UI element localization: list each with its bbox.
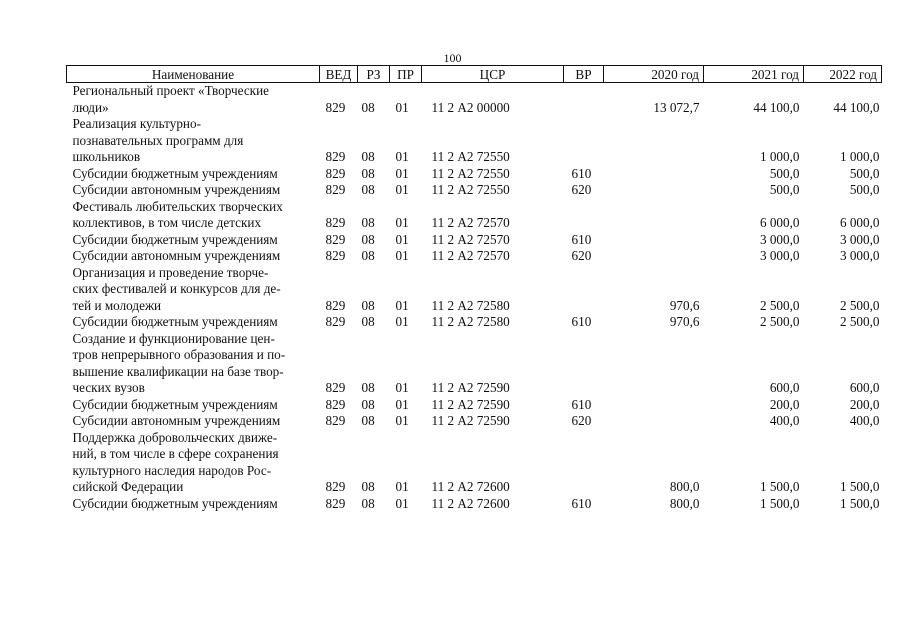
cell-ved: 829 <box>325 149 346 164</box>
cell-rz: 08 <box>361 231 375 247</box>
cell-2021: 44 100,0 <box>753 99 800 115</box>
cell-2022 <box>804 133 882 150</box>
cell-vr: 610 <box>571 231 592 247</box>
cell-name: Субсидии бюджетным учреждениям <box>72 231 278 247</box>
cell-csr <box>422 331 564 348</box>
cell-2020 <box>604 347 704 364</box>
cell-pr: 01 <box>395 165 409 181</box>
cell-name: Субсидии автономным учреждениям <box>72 413 281 428</box>
cell-vr <box>564 149 604 166</box>
cell-name: Субсидии бюджетным учреждениям <box>72 396 278 412</box>
cell-rz <box>358 430 390 447</box>
cell-2020 <box>604 215 704 232</box>
cell-pr: 01 <box>395 297 409 313</box>
cell-csr: 11 2 А2 72600 <box>431 479 510 494</box>
cell-csr <box>422 116 564 133</box>
cell-2022 <box>804 265 882 282</box>
cell-name: Организация и проведение творче- <box>72 264 269 280</box>
cell-rz <box>358 116 390 133</box>
cell-rz <box>358 347 390 364</box>
cell-ved: 829 <box>325 182 346 197</box>
cell-2022: 1 500,0 <box>839 479 880 494</box>
cell-pr: 01 <box>395 479 409 494</box>
cell-rz <box>358 446 390 463</box>
cell-ved <box>320 116 358 133</box>
cell-csr: 11 2 А2 72600 <box>431 495 510 511</box>
table-row <box>67 446 882 463</box>
cell-ved: 829 <box>325 413 346 428</box>
table-row <box>67 149 882 166</box>
table-row <box>67 364 882 381</box>
cell-2022: 2 500,0 <box>839 297 880 313</box>
cell-ved: 829 <box>325 396 346 412</box>
table-row <box>67 182 882 199</box>
header-2021: 2021 год <box>704 66 804 83</box>
cell-rz: 08 <box>361 215 375 230</box>
cell-name: Субсидии автономным учреждениям <box>72 248 281 263</box>
cell-vr <box>564 380 604 397</box>
cell-2022: 500,0 <box>849 182 880 197</box>
table-row <box>67 380 882 397</box>
cell-ved <box>320 281 358 298</box>
cell-2020 <box>604 331 704 348</box>
header-csr: ЦСР <box>422 66 564 83</box>
header-rz: РЗ <box>358 66 390 83</box>
cell-2021 <box>704 281 804 298</box>
table-row <box>67 347 882 364</box>
cell-pr <box>390 331 422 348</box>
cell-vr <box>564 215 604 232</box>
cell-vr <box>564 347 604 364</box>
cell-2022: 400,0 <box>849 413 880 428</box>
cell-vr: 610 <box>571 314 592 329</box>
cell-2022 <box>804 347 882 364</box>
cell-name: тров непрерывного образования и по- <box>72 347 286 362</box>
cell-2021 <box>704 199 804 216</box>
cell-name: познавательных программ для <box>72 132 244 148</box>
table-row <box>67 248 882 265</box>
cell-ved <box>320 430 358 447</box>
cell-2022 <box>804 331 882 348</box>
table-row <box>67 463 882 480</box>
cell-rz: 08 <box>361 479 375 494</box>
cell-vr: 610 <box>571 165 592 181</box>
cell-2020 <box>604 133 704 150</box>
cell-name: культурного наследия народов Рос- <box>72 462 272 478</box>
cell-2022: 2 500,0 <box>839 314 880 329</box>
table-row <box>67 116 882 133</box>
cell-2021 <box>704 331 804 348</box>
cell-vr <box>564 331 604 348</box>
cell-csr: 11 2 А2 72550 <box>431 165 510 181</box>
cell-name: Создание и функционирование цен- <box>72 330 275 346</box>
cell-name: школьников <box>72 149 141 164</box>
cell-rz: 08 <box>361 165 375 181</box>
table-row <box>67 479 882 496</box>
cell-2022: 600,0 <box>849 380 880 395</box>
cell-pr <box>390 83 422 100</box>
cell-csr: 11 2 А2 72590 <box>431 380 510 395</box>
cell-rz <box>358 133 390 150</box>
cell-csr: 11 2 А2 72570 <box>431 231 510 247</box>
header-2022: 2022 год <box>804 66 882 83</box>
cell-csr: 11 2 А2 00000 <box>431 99 510 115</box>
cell-pr: 01 <box>395 231 409 247</box>
cell-2021: 600,0 <box>769 380 800 395</box>
cell-name: коллективов, в том числе детских <box>72 215 262 230</box>
cell-2020 <box>604 413 704 430</box>
cell-ved <box>320 463 358 480</box>
cell-ved <box>320 446 358 463</box>
cell-2021 <box>704 347 804 364</box>
cell-name: Субсидии автономным учреждениям <box>72 182 281 197</box>
cell-pr <box>390 463 422 480</box>
cell-pr: 01 <box>395 182 409 197</box>
table-row <box>67 199 882 216</box>
cell-2021 <box>704 116 804 133</box>
cell-rz <box>358 281 390 298</box>
cell-ved <box>320 83 358 100</box>
table-row <box>67 265 882 282</box>
table-row <box>67 281 882 298</box>
cell-ved: 829 <box>325 495 346 511</box>
table-row <box>67 83 882 100</box>
cell-pr: 01 <box>395 215 409 230</box>
cell-csr: 11 2 А2 72570 <box>431 248 510 263</box>
table-row <box>67 496 882 513</box>
table-row <box>67 232 882 249</box>
cell-rz: 08 <box>361 495 375 511</box>
cell-2022 <box>804 364 882 381</box>
cell-ved <box>320 133 358 150</box>
cell-rz: 08 <box>361 149 375 164</box>
cell-2021: 2 500,0 <box>759 297 800 313</box>
header-row <box>67 66 882 83</box>
cell-pr: 01 <box>395 413 409 428</box>
cell-vr <box>564 479 604 496</box>
cell-csr <box>422 133 564 150</box>
cell-csr <box>422 446 564 463</box>
cell-2022 <box>804 116 882 133</box>
cell-rz: 08 <box>361 248 375 263</box>
cell-pr: 01 <box>395 99 409 115</box>
cell-2020 <box>604 265 704 282</box>
table-row <box>67 100 882 117</box>
cell-vr: 620 <box>571 413 592 428</box>
cell-rz: 08 <box>361 413 375 428</box>
cell-2022 <box>804 199 882 216</box>
cell-pr <box>390 199 422 216</box>
cell-ved <box>320 199 358 216</box>
cell-2020: 970,6 <box>669 314 700 329</box>
cell-vr: 620 <box>571 248 592 263</box>
table-row <box>67 298 882 315</box>
cell-2020 <box>604 430 704 447</box>
cell-vr <box>564 100 604 117</box>
table-row <box>67 215 882 232</box>
cell-name: Субсидии бюджетным учреждениям <box>72 165 278 181</box>
cell-2021: 3 000,0 <box>759 248 800 263</box>
cell-name: вышение квалификации на базе твор- <box>72 363 284 379</box>
cell-rz <box>358 463 390 480</box>
cell-pr: 01 <box>395 396 409 412</box>
cell-name: Региональный проект «Творческие <box>72 83 269 98</box>
cell-2021: 500,0 <box>769 182 800 197</box>
cell-vr <box>564 430 604 447</box>
cell-csr <box>422 463 564 480</box>
cell-ved: 829 <box>325 215 346 230</box>
cell-vr: 610 <box>571 396 592 412</box>
cell-rz <box>358 331 390 348</box>
cell-csr: 11 2 А2 72590 <box>431 413 510 428</box>
cell-pr: 01 <box>395 149 409 164</box>
cell-vr <box>564 298 604 315</box>
cell-2020 <box>604 364 704 381</box>
cell-2020 <box>604 232 704 249</box>
cell-2021: 400,0 <box>769 413 800 428</box>
cell-2022 <box>804 463 882 480</box>
cell-pr <box>390 364 422 381</box>
cell-2021: 200,0 <box>769 396 800 412</box>
table-row <box>67 430 882 447</box>
cell-name: Реализация культурно- <box>72 116 201 131</box>
cell-2021 <box>704 430 804 447</box>
cell-pr <box>390 116 422 133</box>
cell-rz: 08 <box>361 182 375 197</box>
cell-pr: 01 <box>395 495 409 511</box>
cell-vr <box>564 116 604 133</box>
cell-ved: 829 <box>325 248 346 263</box>
cell-name: Поддержка добровольческих движе- <box>72 429 278 445</box>
cell-rz <box>358 199 390 216</box>
cell-name: Фестиваль любительских творческих <box>72 198 283 214</box>
cell-ved: 829 <box>325 99 346 115</box>
cell-2020 <box>604 397 704 414</box>
cell-2022 <box>804 281 882 298</box>
cell-rz <box>358 364 390 381</box>
cell-2021 <box>704 364 804 381</box>
cell-pr <box>390 265 422 282</box>
cell-rz: 08 <box>361 314 375 329</box>
cell-2020 <box>604 446 704 463</box>
cell-vr <box>564 463 604 480</box>
table-row <box>67 397 882 414</box>
cell-2020 <box>604 116 704 133</box>
cell-rz: 08 <box>361 99 375 115</box>
cell-csr <box>422 265 564 282</box>
cell-pr <box>390 430 422 447</box>
cell-2022: 3 000,0 <box>839 248 880 263</box>
cell-2020 <box>604 149 704 166</box>
cell-2020 <box>604 380 704 397</box>
cell-2020: 800,0 <box>669 495 700 511</box>
cell-vr <box>564 446 604 463</box>
cell-2020 <box>604 199 704 216</box>
cell-2022: 3 000,0 <box>839 231 880 247</box>
cell-2020 <box>604 166 704 183</box>
cell-rz: 08 <box>361 380 375 395</box>
cell-csr <box>422 199 564 216</box>
cell-rz <box>358 265 390 282</box>
cell-2020: 800,0 <box>669 479 700 494</box>
cell-pr: 01 <box>395 248 409 263</box>
cell-2022: 500,0 <box>849 165 880 181</box>
table-row <box>67 166 882 183</box>
cell-rz <box>358 83 390 100</box>
cell-ved <box>320 364 358 381</box>
cell-vr <box>564 83 604 100</box>
cell-2020 <box>604 248 704 265</box>
cell-csr: 11 2 А2 72550 <box>431 149 510 164</box>
cell-2020 <box>604 281 704 298</box>
cell-2022 <box>804 430 882 447</box>
table-body <box>67 83 882 513</box>
cell-2020: 13 072,7 <box>653 99 700 115</box>
cell-2020 <box>604 463 704 480</box>
cell-csr: 11 2 А2 72580 <box>431 314 510 329</box>
cell-name: сийской Федерации <box>72 479 184 494</box>
table-row <box>67 413 882 430</box>
cell-csr <box>422 364 564 381</box>
cell-name: люди» <box>72 99 109 115</box>
cell-vr <box>564 281 604 298</box>
header-pr: ПР <box>390 66 422 83</box>
header-vr: ВР <box>564 66 604 83</box>
cell-2022: 6 000,0 <box>839 215 880 230</box>
header-name: Наименование <box>67 66 320 83</box>
cell-ved <box>320 347 358 364</box>
cell-vr <box>564 265 604 282</box>
cell-pr <box>390 446 422 463</box>
header-2020: 2020 год <box>604 66 704 83</box>
cell-vr <box>564 364 604 381</box>
cell-pr <box>390 133 422 150</box>
cell-pr: 01 <box>395 314 409 329</box>
cell-2021: 1 000,0 <box>759 149 800 164</box>
cell-2021: 6 000,0 <box>759 215 800 230</box>
cell-rz: 08 <box>361 297 375 313</box>
cell-name: тей и молодежи <box>72 297 162 313</box>
table-row <box>67 314 882 331</box>
cell-pr: 01 <box>395 380 409 395</box>
cell-name: ческих вузов <box>72 380 145 395</box>
cell-ved: 829 <box>325 314 346 329</box>
cell-csr: 11 2 А2 72580 <box>431 297 510 313</box>
cell-2021: 1 500,0 <box>759 495 800 511</box>
cell-2021 <box>704 83 804 100</box>
cell-name: ний, в том числе в сфере сохранения <box>72 446 279 461</box>
cell-csr <box>422 430 564 447</box>
cell-name: ских фестивалей и конкурсов для де- <box>72 281 281 296</box>
cell-2022 <box>804 446 882 463</box>
cell-ved: 829 <box>325 297 346 313</box>
cell-2022: 1 000,0 <box>839 149 880 164</box>
cell-2020 <box>604 182 704 199</box>
cell-2020 <box>604 83 704 100</box>
cell-csr: 11 2 А2 72590 <box>431 396 510 412</box>
cell-vr <box>564 133 604 150</box>
cell-2022: 44 100,0 <box>833 99 880 115</box>
cell-ved <box>320 331 358 348</box>
cell-name: Субсидии бюджетным учреждениям <box>72 495 278 511</box>
cell-2021: 3 000,0 <box>759 231 800 247</box>
cell-2021 <box>704 133 804 150</box>
cell-2021 <box>704 265 804 282</box>
cell-vr: 610 <box>571 495 592 511</box>
cell-2022: 1 500,0 <box>839 495 880 511</box>
cell-2021: 2 500,0 <box>759 314 800 329</box>
table-row <box>67 133 882 150</box>
cell-pr <box>390 281 422 298</box>
header-ved: ВЕД <box>320 66 358 83</box>
cell-vr <box>564 199 604 216</box>
cell-csr <box>422 347 564 364</box>
cell-2020: 970,6 <box>669 297 700 313</box>
cell-csr: 11 2 А2 72570 <box>431 215 510 230</box>
cell-csr <box>422 281 564 298</box>
cell-ved: 829 <box>325 479 346 494</box>
cell-ved: 829 <box>325 165 346 181</box>
cell-ved: 829 <box>325 380 346 395</box>
cell-2021: 500,0 <box>769 165 800 181</box>
cell-ved <box>320 265 358 282</box>
cell-rz: 08 <box>361 396 375 412</box>
cell-csr <box>422 83 564 100</box>
cell-2021: 1 500,0 <box>759 479 800 494</box>
cell-ved: 829 <box>325 231 346 247</box>
cell-2021 <box>704 463 804 480</box>
table-header <box>67 66 882 83</box>
cell-2022 <box>804 83 882 100</box>
table-row <box>67 331 882 348</box>
cell-csr: 11 2 А2 72550 <box>431 182 510 197</box>
cell-2021 <box>704 446 804 463</box>
cell-pr <box>390 347 422 364</box>
budget-table <box>66 65 882 512</box>
cell-2022: 200,0 <box>849 396 880 412</box>
cell-name: Субсидии бюджетным учреждениям <box>72 314 278 329</box>
page-number: 100 <box>443 51 462 65</box>
cell-vr: 620 <box>571 182 592 197</box>
